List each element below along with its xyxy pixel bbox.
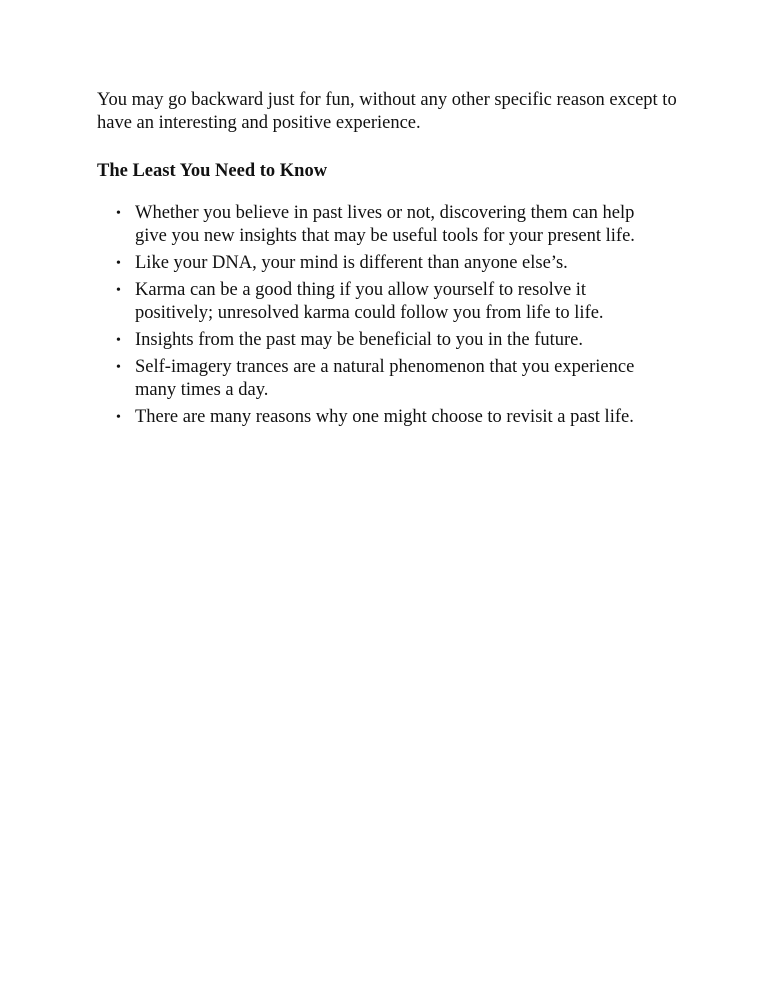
list-item-text: Insights from the past may be beneficial to you in the future. xyxy=(135,330,583,350)
bullet-icon: • xyxy=(116,360,121,375)
list-item xyxy=(97,202,655,248)
list-item xyxy=(97,406,655,429)
bullet-icon: • xyxy=(116,333,121,348)
bullet-icon: • xyxy=(116,206,121,221)
document-page xyxy=(97,89,687,433)
list-item xyxy=(97,329,655,352)
list-item xyxy=(97,356,655,402)
section-heading: The Least You Need to Know xyxy=(97,161,328,181)
summary-list xyxy=(97,202,687,429)
list-item-text: There are many reasons why one might choose to revisit a past life. xyxy=(135,407,634,427)
list-item xyxy=(97,252,655,275)
intro-paragraph: You may go backward just for fun, without any other specific reason except to have an interesting and positive experience. xyxy=(97,90,677,133)
list-item-text: Self-imagery trances are a natural phenomenon that you experience many times a day. xyxy=(135,357,635,400)
list-item xyxy=(97,279,655,325)
list-item-text: Whether you believe in past lives or not, discovering them can help give you new insights that may be useful tools for your present life. xyxy=(135,203,635,246)
bullet-icon: • xyxy=(116,410,121,425)
list-item-text: Karma can be a good thing if you allow yourself to resolve it positively; unresolved karma could follow you from life to life. xyxy=(135,280,604,323)
list-item-text: Like your DNA, your mind is different than anyone else’s. xyxy=(135,253,568,273)
bullet-icon: • xyxy=(116,256,121,271)
bullet-icon: • xyxy=(116,283,121,298)
